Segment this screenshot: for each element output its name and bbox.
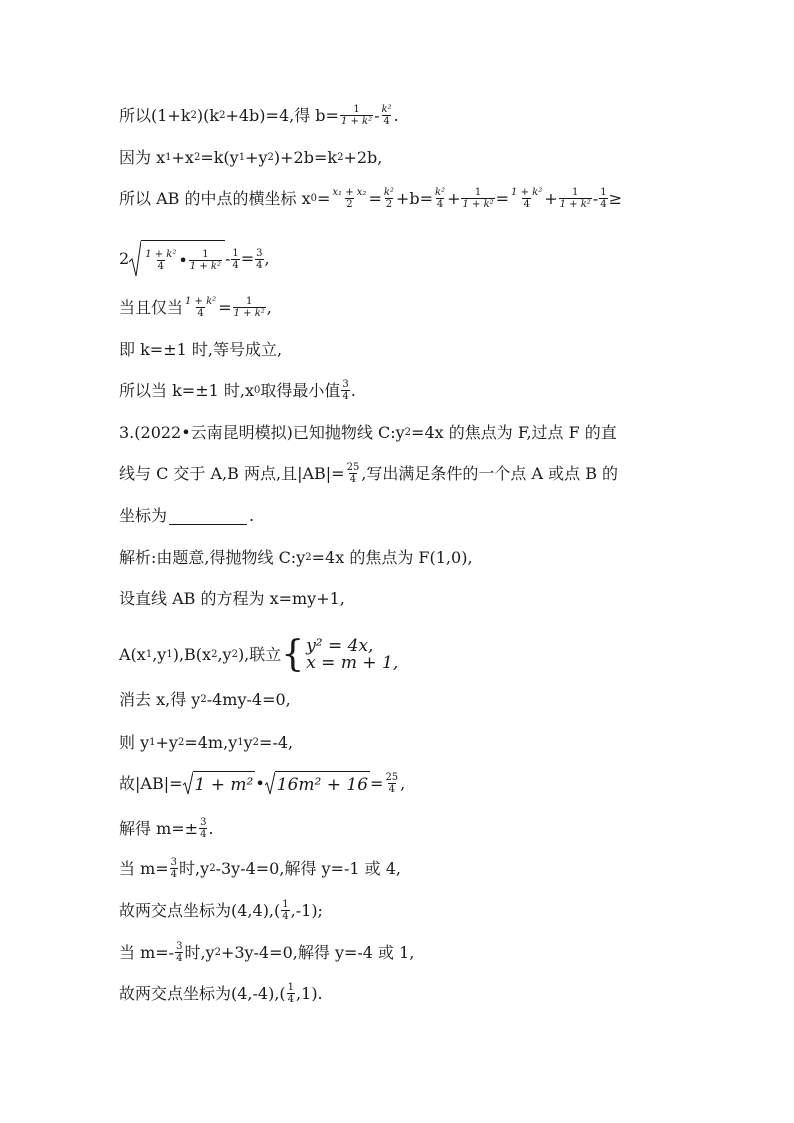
text: + (544, 188, 558, 208)
text: = (370, 773, 384, 793)
text: 4 (287, 994, 295, 1005)
text: k² (383, 187, 394, 198)
text: 3 (176, 941, 183, 952)
text: +b= (395, 188, 433, 208)
text: 1 + k² (340, 116, 373, 127)
text: +3y-4=0,解得 y=-4 或 1, (220, 942, 415, 962)
text: . (249, 506, 255, 525)
square-root (129, 240, 225, 278)
solution-line-5 (119, 296, 694, 319)
text: ,y (152, 645, 167, 664)
text: 2 (346, 199, 353, 210)
text: 1 (287, 982, 295, 993)
text: 时,y (184, 942, 215, 962)
text: ),联立 (237, 645, 282, 664)
analysis-line-7 (119, 817, 694, 840)
text: 设直线 AB 的方程为 x=my+1, (119, 589, 345, 608)
text: 故|AB|= (119, 773, 183, 793)
text: 4 (436, 199, 444, 210)
text: 4 (388, 784, 395, 795)
text: 解得 m=± (119, 818, 199, 838)
answer-blank (169, 508, 247, 525)
text: 消去 x,得 y (119, 690, 201, 709)
text: 4 (349, 474, 357, 485)
analysis-line-4: 消去 x,得 y 2 -4my-4=0, (119, 690, 291, 709)
text: 当 m= (119, 858, 169, 878)
text: 1 + k² (462, 199, 494, 210)
analysis-line-9 (119, 899, 694, 922)
text: 1 (600, 187, 607, 198)
text: 1 + k² (185, 296, 217, 307)
fraction (199, 817, 207, 840)
solution-line-4 (119, 240, 694, 278)
text: 1 + k² (233, 308, 265, 319)
text: x₁ + x₂ (332, 187, 367, 198)
fraction (175, 941, 183, 964)
text: 所以 AB 的中点的横坐标 x (119, 188, 311, 208)
text: 1 + k² (145, 249, 177, 260)
text: 1 + k² (511, 187, 543, 198)
text: 4 (256, 259, 263, 271)
text: • (255, 773, 265, 793)
text: 25 (346, 462, 360, 473)
text: +y (155, 733, 178, 752)
text: = (495, 188, 510, 208)
text: . (393, 105, 399, 125)
fraction (340, 104, 373, 127)
fraction (231, 248, 239, 271)
analysis-line-5: 则 y 1 +y 2 =4m,y 1 y 2 =-4, (119, 733, 294, 752)
text: 坐标为 (119, 506, 168, 525)
fraction (599, 187, 607, 210)
problem-3-line-1: 3.(2022•云南昆明模拟)已知抛物线 C:y 2 =4x 的焦点为 F,过点 F 的直 (119, 423, 617, 442)
text: - (592, 188, 599, 208)
text: • (178, 250, 188, 270)
fraction (559, 187, 592, 210)
text: 4 (342, 391, 349, 402)
text: . (208, 818, 214, 838)
text: 3 (256, 247, 263, 259)
fraction (346, 462, 361, 485)
fraction (384, 772, 399, 795)
fraction (461, 187, 494, 210)
radical-sign-icon (265, 771, 275, 795)
text: =-4, (259, 733, 294, 752)
text: 4 (176, 953, 183, 964)
text: 当且仅当 (119, 297, 184, 317)
analysis-line-2 (119, 588, 694, 610)
text: 4 (232, 259, 239, 271)
text: ,写出满足条件的一个点 A 或点 B 的 (361, 463, 619, 483)
text: =4x 的焦点为 F,过点 F 的直 (411, 423, 617, 442)
text: 1 (474, 187, 482, 198)
analysis-line-8: 当 m= $\frac{3}{4}$ 时,y 2 -3y-4=0,解得 y=-1 或 4, (119, 857, 402, 880)
fraction (189, 249, 222, 272)
text: . (350, 380, 356, 400)
text: 25 (385, 772, 399, 783)
fraction (331, 187, 367, 210)
solution-line-3: 所以 AB 的中点的横坐标 x 0 = $\frac{\text{x₁ + x₂}}{2}$ = $\frac{\text{k²}}{2}$ +b= $\frac{\text{k²}}{4}$ + $\frac{1}{\text{1 + k²}}$ = $\frac{\text{1 + k²}}{4}$ + $\frac{1}{\text{1 + k²}}$ - $\frac{1}{4}$ ≥ (119, 187, 622, 210)
problem-3-line-2 (119, 462, 694, 485)
text: , (266, 297, 272, 317)
text: 1 + m² (193, 771, 256, 796)
fraction (281, 899, 289, 922)
text: 时,y (179, 858, 210, 878)
text: 所以(1+k (119, 105, 191, 125)
text: = (218, 297, 232, 317)
text: 4 (197, 308, 204, 319)
text: 1 + k² (189, 261, 221, 272)
fraction (255, 248, 263, 271)
text: =4m,y (184, 733, 238, 752)
text: 故两交点坐标为(4,4),( (119, 900, 281, 920)
left-brace-icon: { (281, 634, 305, 675)
text: 4 (157, 261, 164, 272)
text: 4 (170, 869, 178, 880)
text: 1 (572, 187, 579, 198)
text: )(k (196, 105, 220, 125)
text: +2b, (343, 148, 383, 167)
radical-sign-icon (183, 771, 193, 795)
problem-3-line-3 (119, 505, 694, 527)
analysis-line-6 (119, 771, 694, 796)
text: , (264, 249, 270, 268)
text: 2 (119, 249, 130, 268)
text: , (400, 773, 406, 793)
text: -3y-4=0,解得 y=-1 或 4, (215, 858, 402, 878)
text: 3 (342, 379, 349, 390)
text: +4b)=4,得 b= (225, 105, 339, 125)
text: 4 (600, 199, 607, 210)
solution-line-6 (119, 339, 694, 361)
text: 3 (200, 817, 207, 828)
text: k² (381, 104, 392, 115)
fraction (383, 187, 395, 210)
text: 4 (523, 199, 530, 210)
text: 4 (200, 829, 207, 840)
text: -4my-4=0, (206, 690, 291, 709)
fraction (184, 296, 217, 319)
text: A(x (119, 645, 146, 664)
text: +x (171, 148, 194, 167)
equation-system (281, 634, 399, 675)
fraction (170, 857, 178, 880)
square-root (265, 771, 370, 796)
analysis-line-3: A(x 1 ,y 1 ),B(x 2 ,y 2 ),联立 { y² = 4x, x = m + 1, (119, 634, 399, 675)
text: 当 m=- (119, 942, 175, 962)
text: 3 (170, 857, 178, 868)
fraction (144, 249, 177, 272)
square-root (183, 771, 256, 796)
text: 解析:由题意,得抛物线 C:y (119, 548, 306, 567)
text: 1 (202, 249, 209, 260)
text: 线与 C 交于 A,B 两点,且|AB|= (119, 463, 345, 483)
text: + (447, 188, 461, 208)
fraction (233, 296, 266, 319)
text: 即 k=±1 时,等号成立, (119, 340, 283, 359)
text: ,-1); (290, 900, 323, 920)
text: 16m² + 16 (275, 771, 370, 796)
text: 1 + k² (559, 199, 591, 210)
fraction (287, 982, 295, 1005)
text: =k(y (200, 148, 239, 167)
analysis-line-11 (119, 982, 694, 1005)
analysis-line-10: 当 m=- $\frac{3}{4}$ 时,y 2 +3y-4=0,解得 y=-4 或 1, (119, 941, 415, 964)
text: 故两交点坐标为(4,-4),( (119, 983, 286, 1003)
solution-line-2: 因为 x 1 +x 2 =k(y 1 +y 2 )+2b=k 2 +2b, (119, 148, 383, 167)
text: =4x 的焦点为 F(1,0), (311, 548, 473, 567)
fraction (434, 187, 446, 210)
text: 所以当 k=±1 时,x (119, 380, 254, 400)
text: ,y (217, 645, 232, 664)
text: - (224, 249, 231, 268)
radical-sign-icon (129, 240, 141, 278)
text: +y (245, 148, 268, 167)
fraction (381, 104, 393, 127)
solution-line-7: 所以当 k=±1 时,x 0 取得最小值 $\frac{3}{4}$ . (119, 379, 356, 402)
text: 1 (245, 296, 253, 307)
text: 3.(2022•云南昆明模拟)已知抛物线 C:y (119, 423, 405, 442)
fraction (341, 379, 349, 402)
text: - (374, 105, 380, 125)
equation: y² = 4x, (306, 636, 374, 656)
text: 1 (282, 899, 289, 910)
text: 1 (232, 247, 239, 259)
text: 取得最小值 (260, 380, 341, 400)
analysis-line-1: 解析:由题意,得抛物线 C:y 2 =4x 的焦点为 F(1,0), (119, 548, 473, 567)
text: 因为 x (119, 148, 166, 167)
text: )+2b=k (273, 148, 338, 167)
text: 1 (353, 104, 360, 115)
text: ),B(x (172, 645, 212, 664)
text: 2 (385, 199, 393, 210)
text: = (240, 249, 255, 268)
text: k² (434, 187, 446, 198)
text: 4 (383, 116, 390, 127)
text: = (368, 188, 382, 208)
equation: x = m + 1, (306, 653, 399, 673)
text: 则 y (119, 733, 150, 752)
text: ≥ (608, 188, 622, 208)
solution-line-1: 所以(1+k 2 )(k 2 +4b)=4,得 b= $\frac{1}{\text{1 + k²}}$ - $\frac{\text{k²}}{4}$ . (119, 104, 399, 127)
text: ,1). (296, 983, 323, 1003)
text: = (316, 188, 331, 208)
fraction (510, 187, 543, 210)
text: 4 (282, 911, 289, 922)
text: y (243, 733, 253, 752)
